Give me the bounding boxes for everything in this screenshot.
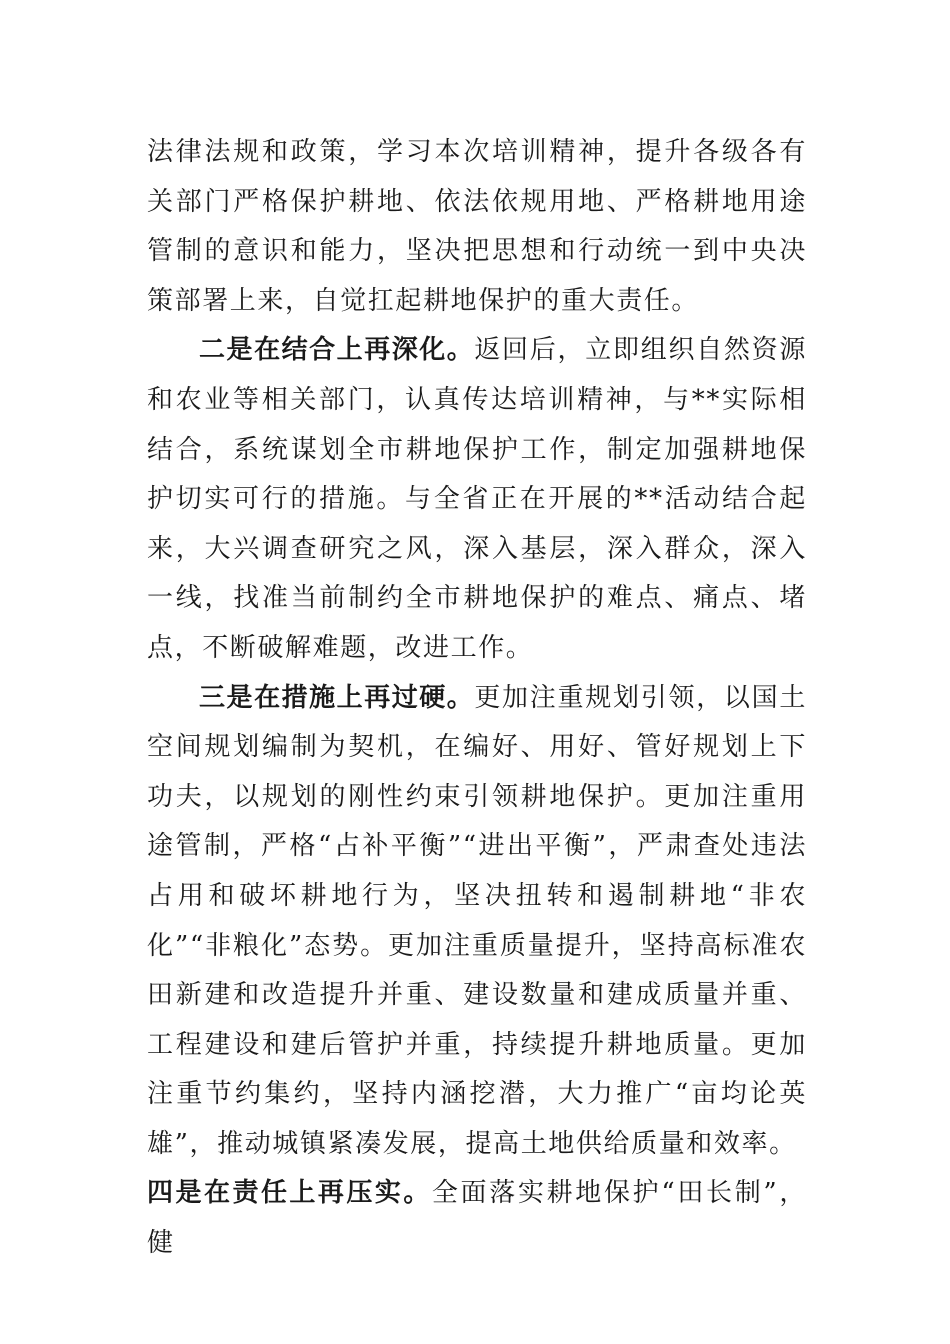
paragraph-3-text: 更加注重规划引领，以国土空间规划编制为契机，在编好、用好、管好规划上下功夫，以规划的刚性约束引领耕地保护。更加注重用途管制，严格“占补平衡”“进出平衡”，严肃查处违法占用和破坏耕地行为，坚决扭转和遏制耕地“非农化”“非粮化”态势。更加注重质量提升，坚持高标准农田新建和改造提升并重、建设数量和建成质量并重、工程建设和建后管护并重，持续提升耕地质量。更加注重节约集约，坚持内涵挖潜，大力推广“亩均论英雄”，推动城镇紧凑发展，提高土地供给质量和效率。 <box>147 682 807 1159</box>
paragraph-1-text: 法律法规和政策，学习本次培训精神，提升各级各有关部门严格保护耕地、依法依规用地、严格耕地用途管制的意识和能力，坚决把思想和行动统一到中央决策部署上来，自觉扛起耕地保护的重大责任。 <box>147 137 807 316</box>
paragraph-3-lead: 三是在措施上再过硬。 <box>199 682 475 713</box>
paragraph-1 <box>147 128 807 326</box>
paragraph-2 <box>147 326 807 673</box>
paragraph-4 <box>147 1169 807 1268</box>
document-page <box>147 128 807 1269</box>
paragraph-2-lead: 二是在结合上再深化。 <box>199 335 475 366</box>
paragraph-4-lead: 四是在责任上再压实。 <box>147 1178 432 1209</box>
paragraph-4-text: 全面落实耕地保护“田长制”，健 <box>147 1178 807 1259</box>
paragraph-2-text: 返回后，立即组织自然资源和农业等相关部门，认真传达培训精神，与**实际相结合，系统谋划全市耕地保护工作，制定加强耕地保护切实可行的措施。与全省正在开展的**活动结合起来，大兴调查研究之风，深入基层，深入群众，深入一线，找准当前制约全市耕地保护的难点、痛点、堵点，不断破解难题，改进工作。 <box>147 335 807 663</box>
paragraph-3 <box>147 674 807 1170</box>
